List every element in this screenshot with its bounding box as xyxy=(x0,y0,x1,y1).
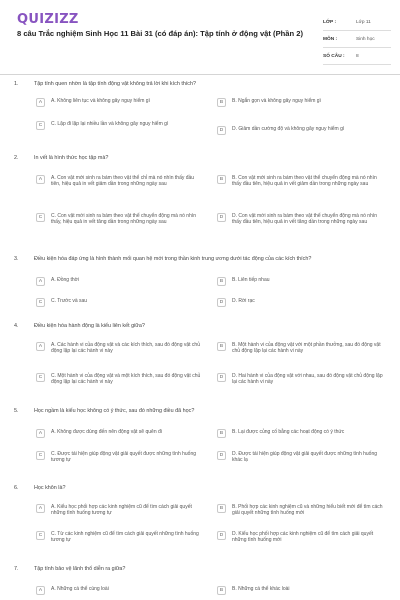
option-text: D. Được tái hiện giúp động vật giải quyết được những tình huống khác lạ xyxy=(232,451,378,464)
option-a[interactable] xyxy=(36,277,203,286)
option-a[interactable] xyxy=(36,342,203,355)
option-text: D. Kiểu học phối hợp các kinh nghiệm cũ để tìm cách giải quyết những tình huống mới xyxy=(232,531,374,544)
question-header xyxy=(14,81,394,87)
option-c[interactable] xyxy=(36,213,203,226)
quizizz-logo: QUIZIZZ xyxy=(17,12,79,27)
option-letter-badge: A xyxy=(36,277,45,286)
worksheet-title: 8 câu Trắc nghiệm Sinh Học 11 Bài 31 (có đáp án): Tập tính ở động vật (Phần 2) xyxy=(17,29,303,38)
option-letter-badge: C xyxy=(36,451,45,460)
option-c[interactable] xyxy=(36,451,203,464)
option-letter-badge: D xyxy=(217,451,226,460)
meta-table xyxy=(323,14,391,65)
option-text: A. Không liên tục và không gây nguy hiểm gì xyxy=(51,98,150,104)
option-letter-badge: D xyxy=(217,213,226,222)
option-text: C. Con vật mới sinh ra bám theo vật thể chuyển động mà nó nhìn thấy, hiệu quả in vết tăng dần trong những ngày sau xyxy=(51,213,197,226)
header-divider xyxy=(0,74,400,75)
meta-key: LỚP : xyxy=(323,19,337,25)
meta-row-grade xyxy=(323,14,391,31)
option-letter-badge: A xyxy=(36,98,45,107)
option-letter-badge: A xyxy=(36,429,45,438)
question-header xyxy=(14,323,394,329)
option-letter-badge: B xyxy=(217,277,226,286)
option-text: A. Đồng thời xyxy=(51,277,80,283)
question-number: 5. xyxy=(14,408,19,414)
question-number: 7. xyxy=(14,566,19,572)
option-letter-badge: C xyxy=(36,121,45,130)
question-text: Điều kiện hóa đáp ứng là hình thành mối quan hệ mới trong thần kinh trung ương dưới tác động của các kích thích? xyxy=(34,256,312,262)
option-letter-badge: D xyxy=(217,531,226,540)
option-b[interactable] xyxy=(217,586,384,595)
option-letter-badge: B xyxy=(217,342,226,351)
option-text: A. Những cá thể cùng loài xyxy=(51,586,109,592)
meta-value: Lớp 11 xyxy=(356,19,371,25)
question-text: Học khôn là? xyxy=(34,485,66,491)
meta-row-count xyxy=(323,48,391,65)
option-text: D. Giảm dần cường độ và không gây nguy hiểm gì xyxy=(232,126,345,132)
option-c[interactable] xyxy=(36,373,203,386)
meta-value: 8 xyxy=(356,53,359,59)
option-letter-badge: A xyxy=(36,342,45,351)
option-d[interactable] xyxy=(217,126,384,135)
question-header xyxy=(14,566,394,572)
option-text: C. Được tái hiện giúp động vật giải quyết được những tình huống tương tự xyxy=(51,451,197,464)
option-letter-badge: A xyxy=(36,504,45,513)
option-letter-badge: B xyxy=(217,98,226,107)
worksheet-header xyxy=(0,0,400,70)
option-letter-badge: D xyxy=(217,298,226,307)
option-c[interactable] xyxy=(36,298,203,307)
meta-row-subject xyxy=(323,31,391,48)
option-a[interactable] xyxy=(36,98,203,107)
option-a[interactable] xyxy=(36,429,203,438)
meta-key: MÔN : xyxy=(323,36,338,42)
question-number: 2. xyxy=(14,155,19,161)
option-b[interactable] xyxy=(217,98,384,107)
option-b[interactable] xyxy=(217,429,384,438)
option-d[interactable] xyxy=(217,213,384,226)
option-letter-badge: D xyxy=(217,126,226,135)
question-header xyxy=(14,408,394,414)
question-header xyxy=(14,256,394,262)
option-b[interactable] xyxy=(217,342,384,355)
option-letter-badge: C xyxy=(36,373,45,382)
option-text: B. Liên tiếp nhau xyxy=(232,277,270,283)
option-d[interactable] xyxy=(217,451,384,464)
option-text: C. Lặp đi lặp lại nhiều lần và không gây nguy hiểm gì xyxy=(51,121,169,127)
question-number: 4. xyxy=(14,323,19,329)
option-letter-badge: B xyxy=(217,586,226,595)
meta-key: SỐ CÂU : xyxy=(323,53,345,59)
option-b[interactable] xyxy=(217,277,384,286)
option-letter-badge: B xyxy=(217,504,226,513)
option-text: C. Trước và sau xyxy=(51,298,88,304)
option-letter-badge: A xyxy=(36,586,45,595)
question-text: In vết là hình thức học tập mà? xyxy=(34,155,109,161)
option-letter-badge: A xyxy=(36,175,45,184)
question-header xyxy=(14,485,394,491)
option-d[interactable] xyxy=(217,531,384,544)
option-text: A. Các hành vi của động vật và các kích thích, sau đó động vật chủ động lặp lại các hành vi này xyxy=(51,342,200,355)
option-letter-badge: B xyxy=(217,429,226,438)
option-text: B. Phối hợp các kinh nghiệm cũ và những hiểu biết mới để tìm cách giải quyết những tình huống mới xyxy=(232,504,383,517)
option-text: A. Không được dùng đến nên động vật sẽ quên đi xyxy=(51,429,162,435)
question-text: Điều kiện hóa hành động là kiểu liên kết giữa? xyxy=(34,323,145,329)
option-text: D. Rời rạc xyxy=(232,298,255,304)
option-letter-badge: C xyxy=(36,531,45,540)
option-text: B. Một hành vi của động vật với một phần thưởng, sau đó động vật chủ động lặp lại các hành vi này xyxy=(232,342,381,355)
question-text: Tập tính bảo vệ lãnh thổ diễn ra giữa? xyxy=(34,566,126,572)
question-number: 3. xyxy=(14,256,19,262)
option-d[interactable] xyxy=(217,298,384,307)
option-text: B. Lại được củng cố bằng các hoạt động có ý thức xyxy=(232,429,345,435)
option-text: B. Những cá thể khác loài xyxy=(232,586,290,592)
option-text: B. Ngắn gọn và không gây nguy hiểm gì xyxy=(232,98,321,104)
question-text: Tập tính quen nhờn là tập tính động vật không trả lời khi kích thích? xyxy=(34,81,197,87)
question-text: Học ngầm là kiểu học không có ý thức, sau đó những điều đã học? xyxy=(34,408,195,414)
option-text: D. Hai hành vi của động vật với nhau, sau đó động vật chủ động lặp lại các hành vi này xyxy=(232,373,383,386)
option-c[interactable] xyxy=(36,531,203,544)
option-text: C. Một hành vi của động vật và một kích thích, sau đó động vật chủ động lặp lại các hành vi này xyxy=(51,373,201,386)
option-c[interactable] xyxy=(36,121,203,130)
option-text: A. Kiểu học phối hợp các kinh nghiệm cũ để tìm cách giải quyết những tình huống tương tự xyxy=(51,504,192,517)
option-b[interactable] xyxy=(217,504,384,517)
option-letter-badge: C xyxy=(36,213,45,222)
option-d[interactable] xyxy=(217,373,384,386)
question-number: 1. xyxy=(14,81,19,87)
option-text: C. Từ các kinh nghiệm cũ để tìm cách giải quyết những tình huống tương tự xyxy=(51,531,199,544)
option-text: B. Con vật mới sinh ra bám theo vật thể chuyển động mà nó nhìn thấy đầu tiên, hiệu quả in vết giảm dần trong những ngày sau xyxy=(232,175,377,188)
option-letter-badge: C xyxy=(36,298,45,307)
question-number: 6. xyxy=(14,485,19,491)
question-header xyxy=(14,155,394,161)
option-letter-badge: D xyxy=(217,373,226,382)
option-a[interactable] xyxy=(36,504,203,517)
option-b[interactable] xyxy=(217,175,384,188)
option-a[interactable] xyxy=(36,175,203,188)
option-a[interactable] xyxy=(36,586,203,595)
option-text: D. Con vật mới sinh ra bám theo vật thể chuyển động mà nó nhìn thấy đầu tiên, hiệu quả in vết tăng dần trong những ngày sau xyxy=(232,213,378,226)
option-text: A. Con vật mới sinh ra bám theo vật thể chỉ mà nó nhìn thấy đầu tiên, hiệu quả in vết giảm dần trong những ngày sau xyxy=(51,175,195,188)
meta-value: Sinh học xyxy=(356,36,375,42)
option-letter-badge: B xyxy=(217,175,226,184)
